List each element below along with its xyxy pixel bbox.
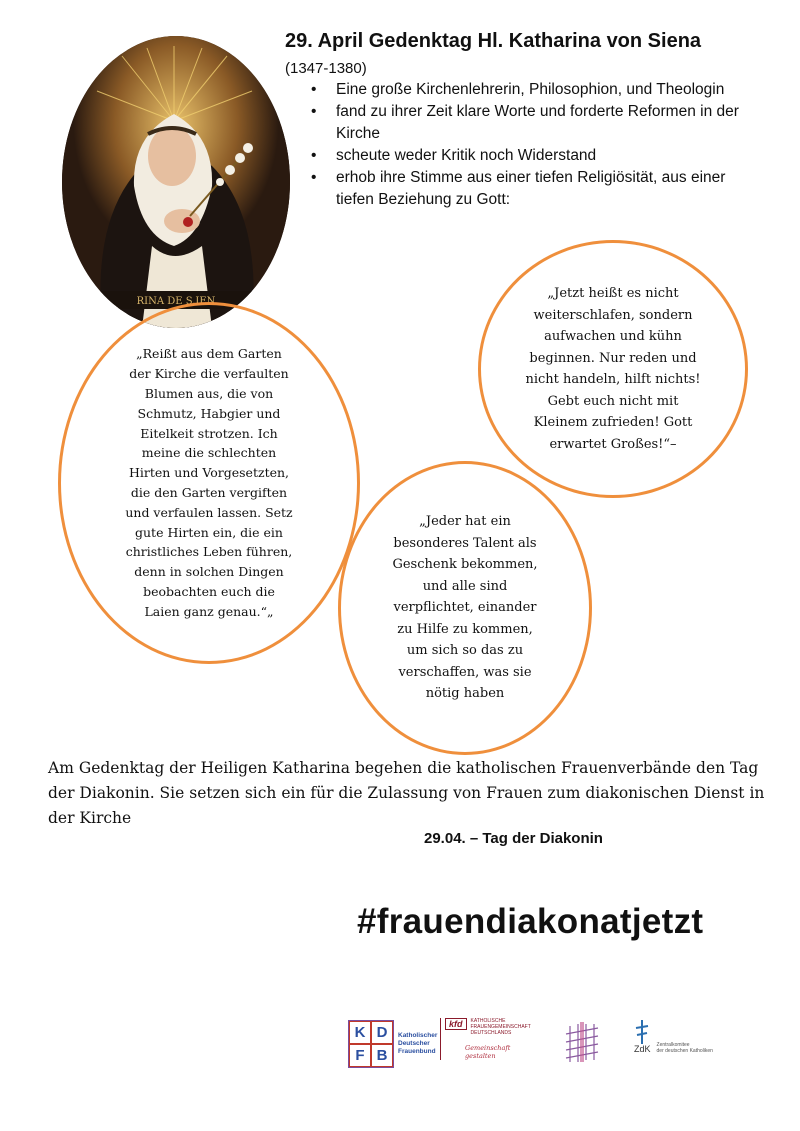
kdfb-letter: B <box>371 1044 393 1067</box>
kdfb-letter: D <box>371 1021 393 1044</box>
quote-text-garden: „Reißt aus dem Garten der Kirche die verfaulten Blumen aus, die von Schmutz, Habgier und Eitelkeit strotzen. Ich meine die schlechten Hirten und Vorgesetzten, die den Garten vergiften und verfaulen lassen. Setz gute Hirten ein, die ein christliches Leben führen, denn in solchen Dingen beobachten euch die Laien ganz genau.“„ <box>125 346 293 619</box>
kfd-mark: kfd <box>445 1018 467 1030</box>
list-item <box>308 79 758 101</box>
portrait-inscription: RINA DE S.IEN <box>136 296 216 307</box>
life-years: (1347-1380) <box>285 60 367 77</box>
bullet-icon: • <box>311 169 317 186</box>
kdfb-name: Katholischer Deutscher Frauenbund <box>398 1032 438 1055</box>
bullet-text: Eine große Kirchenlehrerin, Philosophion, und Theologin <box>336 81 725 98</box>
hashtag: #frauendiakonatjetzt <box>357 902 704 941</box>
list-item <box>308 167 758 211</box>
kfd-slogan: Gemeinschaft gestalten <box>465 1044 511 1060</box>
saint-portrait <box>62 36 290 328</box>
kdfb-mark <box>348 1020 394 1068</box>
bullet-icon: • <box>311 147 317 164</box>
kdfb-letter: F <box>349 1044 371 1067</box>
bullet-list <box>308 79 758 211</box>
intro-paragraph: Am Gedenktag der Heiligen Katharina begehen die katholischen Frauenverbände den Tag der Diakonin. Sie setzen sich ein für die Zulassung von Frauen zum diakonischen Dienst in der Kirche <box>48 759 765 827</box>
quote-bubble-talent <box>338 461 592 755</box>
kdfb-letter: K <box>349 1021 371 1044</box>
bullet-text: fand zu ihrer Zeit klare Worte und forderte Reformen in der Kirche <box>336 103 739 142</box>
bullet-icon: • <box>311 81 317 98</box>
quote-bubble-garden <box>58 302 360 664</box>
kfd-name: KATHOLISCHE FRAUENGEMEINSCHAFT DEUTSCHLANDS <box>470 1018 531 1036</box>
bullet-text: scheute weder Kritik noch Widerstand <box>336 147 597 164</box>
bullet-icon: • <box>311 103 317 120</box>
kdfb-logo <box>348 1020 437 1068</box>
kfd-logo <box>440 1018 545 1060</box>
list-item <box>308 145 758 167</box>
zdk-mark: ZdK <box>634 1044 651 1054</box>
list-item <box>308 101 758 145</box>
community-logo <box>562 1020 602 1069</box>
cross-icon <box>634 1020 650 1044</box>
page-title: 29. April Gedenktag Hl. Katharina von Siena <box>285 30 702 52</box>
quote-text-talent: „Jeder hat ein besonderes Talent als Geschenk bekommen, und alle sind verpflichtet, einander zu Hilfe zu kommen, um sich so das zu verschaffen, was sie nötig haben <box>392 514 538 702</box>
zdk-name: Zentralkomitee der deutschen Katholiken <box>656 1042 713 1054</box>
cross-grid-icon <box>562 1020 602 1064</box>
quote-text-wake-up: „Jetzt heißt es nicht weiterschlafen, sondern aufwachen und kühn beginnen. Nur reden und nicht handeln, hilft nichts! Gebt euch nicht mit Kleinem zufrieden! Gott erwartet Großes!“– <box>525 286 701 452</box>
bullet-text: erhob ihre Stimme aus einer tiefen Religiösität, aus einer tiefen Beziehung zu Gott: <box>336 169 726 208</box>
zdk-logo <box>634 1020 713 1054</box>
quote-bubble-wake-up <box>478 240 748 498</box>
date-line: 29.04. – Tag der Diakonin <box>424 830 603 847</box>
